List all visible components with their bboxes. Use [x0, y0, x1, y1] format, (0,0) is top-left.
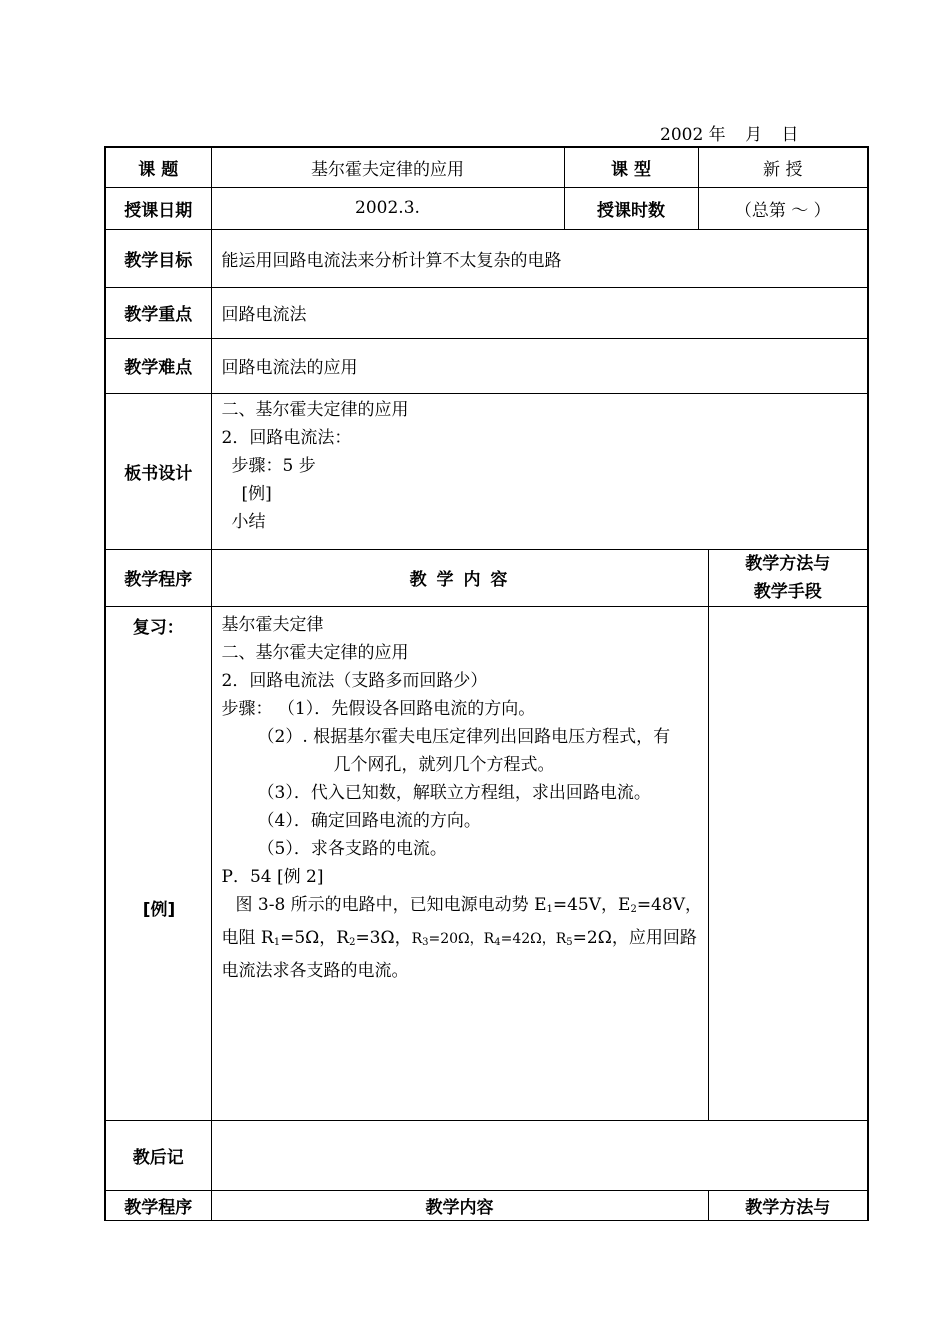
key-row: [105, 287, 868, 338]
goal-label: 教学目标: [105, 229, 211, 287]
content-line: 2．回路电流法（支路多而回路少）: [221, 670, 488, 691]
after-label: 教后记: [105, 1120, 211, 1190]
date-line: [660, 120, 812, 145]
type-value: 新 授: [698, 147, 868, 187]
content-line: （2）. 根据基尔霍夫电压定律列出回路电压方程式，有: [257, 726, 671, 747]
board-content: [211, 393, 868, 549]
after-content: [211, 1120, 868, 1190]
footer-program-label: 教学程序: [105, 1190, 211, 1220]
content-line: 几个网孔，就列几个方程式。: [333, 754, 555, 775]
topic-label: 课 题: [105, 147, 211, 187]
problem-line-2: 电阻 $R_1=5\Omega$，$R_2=3\Omega$，$R_3=20\Omega$，$R_4=42\Omega$，$R_5=2\Omega$，应用回路: [221, 927, 697, 948]
difficulty-label: 教学难点: [105, 338, 211, 393]
content-line: 二、基尔霍夫定律的应用: [221, 642, 409, 663]
content-header: 教 学 内 容: [211, 549, 708, 606]
board-line: [例]: [241, 483, 272, 504]
date-row: [105, 187, 868, 229]
board-line: 2．回路电流法：: [221, 427, 352, 448]
board-label: 板书设计: [105, 393, 211, 549]
topic-value: 基尔霍夫定律的应用: [211, 147, 564, 187]
date-value: 2002.3.: [211, 187, 564, 229]
date-month: 月: [745, 125, 763, 145]
content-row: [105, 606, 868, 1120]
hours-value: （总第 ～ ）: [698, 187, 868, 229]
board-line: 小结: [231, 511, 266, 532]
after-row: [105, 1120, 868, 1190]
content-line: 步骤： （1）．先假设各回路电流的方向。: [221, 698, 536, 719]
method-header: [708, 549, 868, 606]
goal-row: [105, 229, 868, 287]
program-header-row: [105, 549, 868, 606]
method-cell: [708, 606, 868, 1120]
goal-value: 能运用回路电流法来分析计算不太复杂的电路: [211, 229, 868, 287]
review-label: 复习：: [132, 617, 184, 638]
date-year: 2002 年: [660, 125, 726, 145]
footer-method-label: 教学方法与: [708, 1190, 868, 1220]
board-line: 步骤：5 步: [231, 455, 316, 476]
method-header-line2: 教学手段: [753, 581, 822, 602]
footer-row: [105, 1190, 868, 1220]
content-line: （3）．代入已知数，解联立方程组，求出回路电流。: [257, 782, 651, 803]
date-day: 日: [781, 125, 799, 145]
hours-label: 授课时数: [564, 187, 698, 229]
example-label: [例]: [142, 899, 176, 920]
method-header-line1: 教学方法与: [745, 553, 831, 574]
board-line: 二、基尔霍夫定律的应用: [221, 399, 409, 420]
key-label: 教学重点: [105, 287, 211, 338]
problem-line-3: 电流法求各支路的电流。: [221, 960, 409, 981]
lesson-plan-table: [104, 146, 869, 1221]
footer-content-label: 教学内容: [211, 1190, 708, 1220]
board-row: [105, 393, 868, 549]
key-value: 回路电流法: [211, 287, 868, 338]
review-label-cell: [105, 606, 211, 1120]
topic-row: [105, 147, 868, 187]
content-line: P．54 [例 2]: [221, 866, 324, 887]
difficulty-value: 回路电流法的应用: [211, 338, 868, 393]
difficulty-row: [105, 338, 868, 393]
content-line: （5）．求各支路的电流。: [257, 838, 447, 859]
type-label: 课 型: [564, 147, 698, 187]
content-line: 基尔霍夫定律: [221, 614, 324, 635]
review-content: [211, 606, 708, 1120]
problem-line-1: 图 3-8 所示的电路中，已知电源电动势 $E_1=45V$，$E_2=48V$，: [235, 894, 702, 915]
content-line: （4）．确定回路电流的方向。: [257, 810, 481, 831]
date-label: 授课日期: [105, 187, 211, 229]
program-label: 教学程序: [105, 549, 211, 606]
